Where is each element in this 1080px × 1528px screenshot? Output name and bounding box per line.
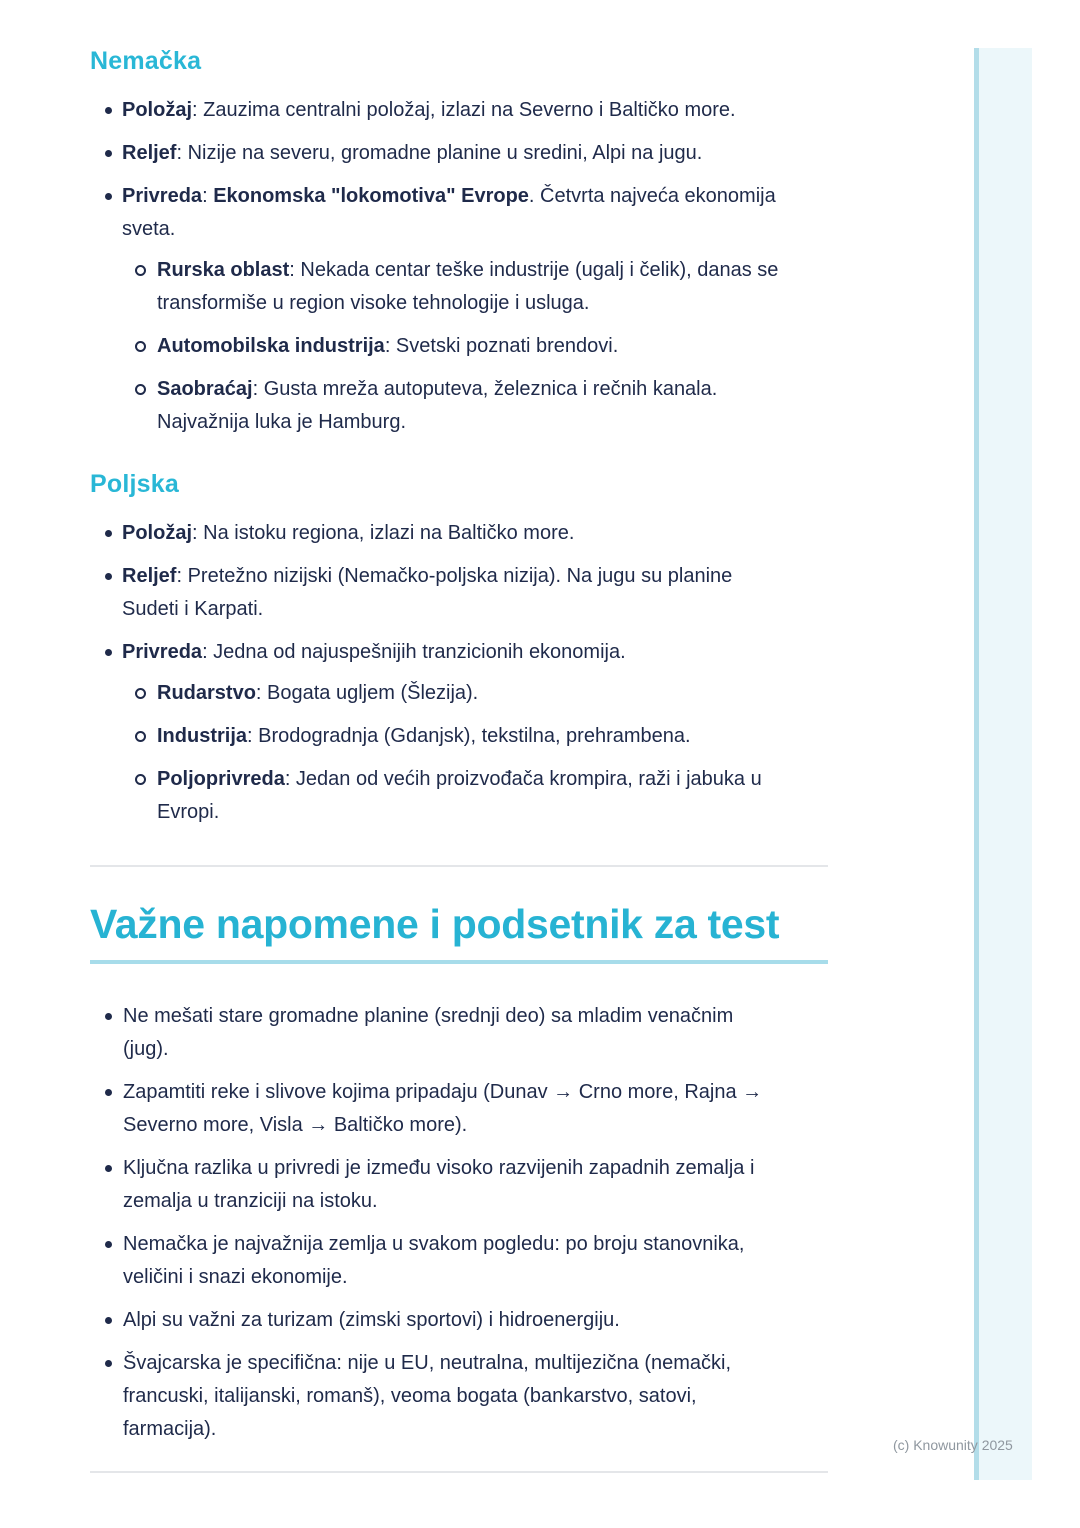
- item-text: : Bogata ugljem (Šlezija).: [255, 682, 479, 704]
- note-item: Alpi su važni za turizam (zimski sportovi) i hidroenergiju.: [90, 1304, 828, 1337]
- note-item: Zapamtiti reke i slivove kojima pripadaju (Dunav → Crno more, Rajna → Severno more, Visla → Baltičko more).: [90, 1076, 828, 1142]
- notes-title: Važne napomene i podsetnik za test: [90, 901, 780, 947]
- item-text: : Gusta mreža autoputeva, železnica i rečnih kanala. Najvažnija luka je Hamburg.: [157, 378, 718, 433]
- germany-heading: Nemačka: [90, 47, 202, 75]
- item-label: Saobraćaj: [157, 378, 253, 400]
- item-label: Reljef: [122, 565, 177, 587]
- item-text: : Nekada centar teške industrije (ugalj i čelik), danas se transformiše u region visoke tehnologije i usluga.: [157, 259, 779, 314]
- list-item: [90, 137, 828, 170]
- item-label: Rudarstvo: [157, 682, 256, 704]
- copyright-watermark: (c) Knowunity 2025: [893, 1437, 1013, 1453]
- section-poland: [90, 469, 828, 829]
- item-text: : Pretežno nizijski (Nemačko-poljska nizija). Na jugu su planine Sudeti i Karpati.: [122, 565, 733, 620]
- item-label: Automobilska industrija: [157, 335, 385, 357]
- list-item: [90, 636, 828, 829]
- item-label: Poljoprivreda: [157, 768, 285, 790]
- germany-list: [90, 94, 828, 439]
- sub-list-item: [122, 373, 782, 439]
- item-label: Industrija: [157, 725, 248, 747]
- page-bottom-divider: [90, 1471, 828, 1473]
- note-item: Ključna razlika u privredi je između visoko razvijenih zapadnih zemalja i zemalja u tranziciji na istoku.: [90, 1152, 828, 1218]
- item-text: : Svetski poznati brendovi.: [384, 335, 619, 357]
- item-text: : Zauzima centralni položaj, izlazi na Severno i Baltičko more.: [192, 99, 736, 121]
- list-item: [90, 94, 828, 127]
- note-item: Nemačka je najvažnija zemlja u svakom pogledu: po broju stanovnika, veličini i snazi ekonomije.: [90, 1228, 828, 1294]
- item-bold-phrase: Ekonomska "lokomotiva" Evrope: [213, 185, 529, 207]
- item-text: : Jedna od najuspešnijih tranzicionih ekonomija.: [202, 641, 626, 663]
- section-germany: [90, 46, 828, 439]
- list-item: [90, 180, 828, 439]
- item-text: . Četvrta najveća ekonomija sveta.: [122, 185, 776, 240]
- item-label: Privreda: [122, 185, 203, 207]
- page-accent-strip: [974, 48, 1032, 1480]
- item-label: Položaj: [122, 99, 193, 121]
- sub-list-item: [122, 677, 782, 710]
- item-text: : Brodogradnja (Gdanjsk), tekstilna, prehrambena.: [247, 725, 691, 747]
- poland-sublist: [122, 677, 782, 829]
- item-label: Privreda: [122, 641, 203, 663]
- sub-list-item: [122, 330, 782, 363]
- sub-list-item: [122, 254, 782, 320]
- note-item: Ne mešati stare gromadne planine (srednji deo) sa mladim venačnim (jug).: [90, 1000, 828, 1066]
- notes-list: [90, 1000, 828, 1446]
- item-label: Položaj: [122, 522, 193, 544]
- notes-title-underline: [90, 960, 828, 964]
- section-divider: [90, 865, 828, 867]
- sub-list-item: [122, 720, 782, 753]
- poland-heading: Poljska: [90, 470, 179, 498]
- item-text: : Nizije na severu, gromadne planine u sredini, Alpi na jugu.: [176, 142, 703, 164]
- item-text: :: [202, 185, 214, 207]
- section-notes: [90, 901, 828, 1446]
- list-item: [90, 560, 828, 626]
- sub-list-item: [122, 763, 782, 829]
- note-item: Švajcarska je specifična: nije u EU, neutralna, multijezična (nemački, francuski, italijanski, romanš), veoma bogata (bankarstvo, satovi, farmacija).: [90, 1347, 828, 1446]
- item-label: Reljef: [122, 142, 177, 164]
- document-content: [90, 46, 828, 1456]
- list-item: [90, 517, 828, 550]
- item-text: : Jedan od većih proizvođača krompira, raži i jabuka u Evropi.: [157, 768, 762, 823]
- item-label: Rurska oblast: [157, 259, 290, 281]
- item-text: : Na istoku regiona, izlazi na Baltičko more.: [192, 522, 575, 544]
- poland-list: [90, 517, 828, 829]
- germany-sublist: [122, 254, 782, 439]
